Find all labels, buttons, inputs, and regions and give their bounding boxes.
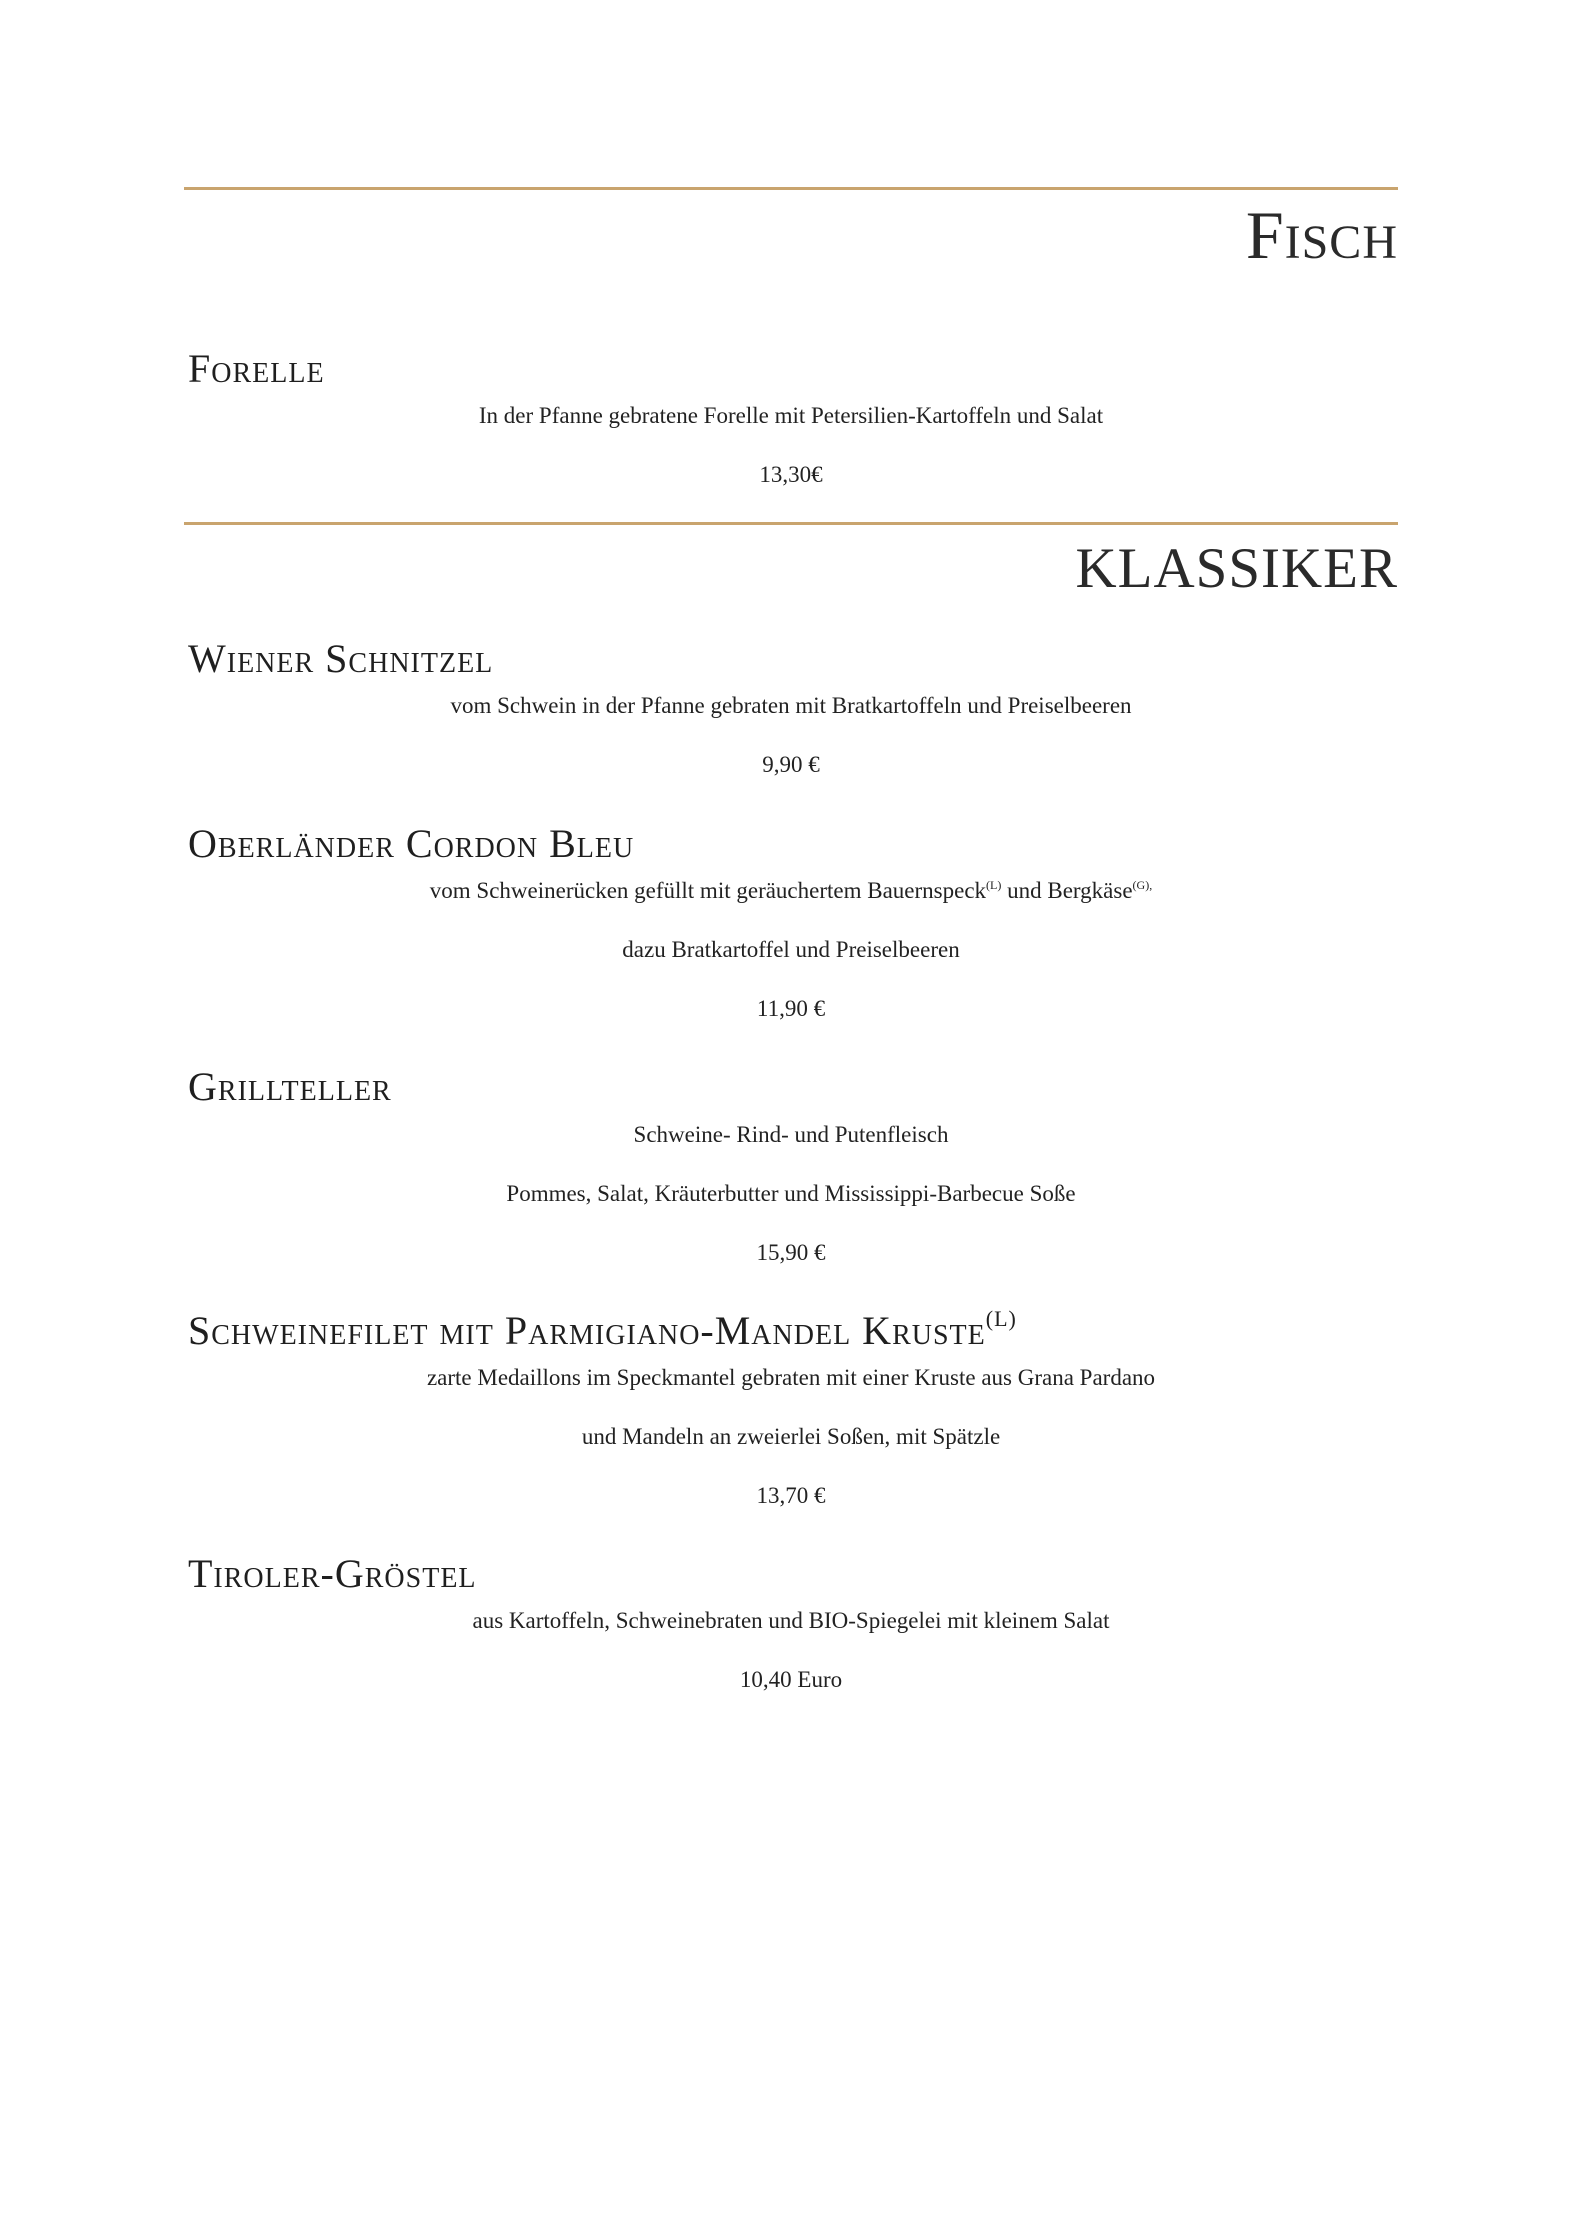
dish-description: In der Pfanne gebratene Forelle mit Petersilien-Kartoffeln und Salat	[478, 403, 1104, 428]
dish-name-text: Schweinefilet mit Parmigiano-Mandel Kruste	[188, 1308, 986, 1353]
dish-price: 10,40 Euro	[739, 1667, 843, 1692]
section-divider	[184, 522, 1398, 525]
dish-name-forelle: Forelle	[188, 346, 325, 391]
allergen-marker: (L)	[985, 1306, 1017, 1331]
allergen-marker: (L)	[986, 878, 1002, 892]
dish-description: Schweine- Rind- und Putenfleisch	[633, 1122, 949, 1147]
dish-price: 13,30€	[759, 462, 823, 487]
dish-price: 11,90 €	[756, 996, 826, 1021]
section-title-klassiker: KLASSIKER	[1075, 537, 1398, 600]
section-divider	[184, 187, 1398, 190]
dish-description: zarte Medaillons im Speckmantel gebraten mit einer Kruste aus Grana Pardano	[426, 1365, 1156, 1390]
dish-name-grillteller: Grillteller	[188, 1064, 392, 1109]
dish-price: 15,90 €	[756, 1240, 826, 1265]
description-text: vom Schweinerücken gefüllt mit geräuchertem Bauernspeck	[429, 878, 987, 903]
dish-name-cordon-bleu: Oberländer Cordon Bleu	[188, 821, 635, 866]
dish-price: 9,90 €	[762, 752, 820, 777]
dish-description	[184, 878, 1398, 904]
dish-name-tiroler-groestel: Tiroler-Gröstel	[188, 1551, 477, 1596]
dish-description: und Mandeln an zweierlei Soßen, mit Spätzle	[581, 1424, 1001, 1449]
dish-description: dazu Bratkartoffel und Preiselbeeren	[622, 937, 960, 962]
dish-price: 13,70 €	[756, 1483, 826, 1508]
dish-description: Pommes, Salat, Kräuterbutter und Mississippi-Barbecue Soße	[506, 1181, 1076, 1206]
dish-name-wiener-schnitzel: Wiener Schnitzel	[188, 636, 494, 681]
allergen-marker: (G),	[1132, 878, 1153, 892]
dish-name-schweinefilet	[188, 1307, 1017, 1354]
dish-description: vom Schwein in der Pfanne gebraten mit Bratkartoffeln und Preiselbeeren	[450, 693, 1132, 718]
section-title-fisch: Fisch	[1245, 197, 1398, 273]
dish-description: aus Kartoffeln, Schweinebraten und BIO-Spiegelei mit kleinem Salat	[472, 1608, 1110, 1633]
description-text: und Bergkäse	[1001, 878, 1133, 903]
